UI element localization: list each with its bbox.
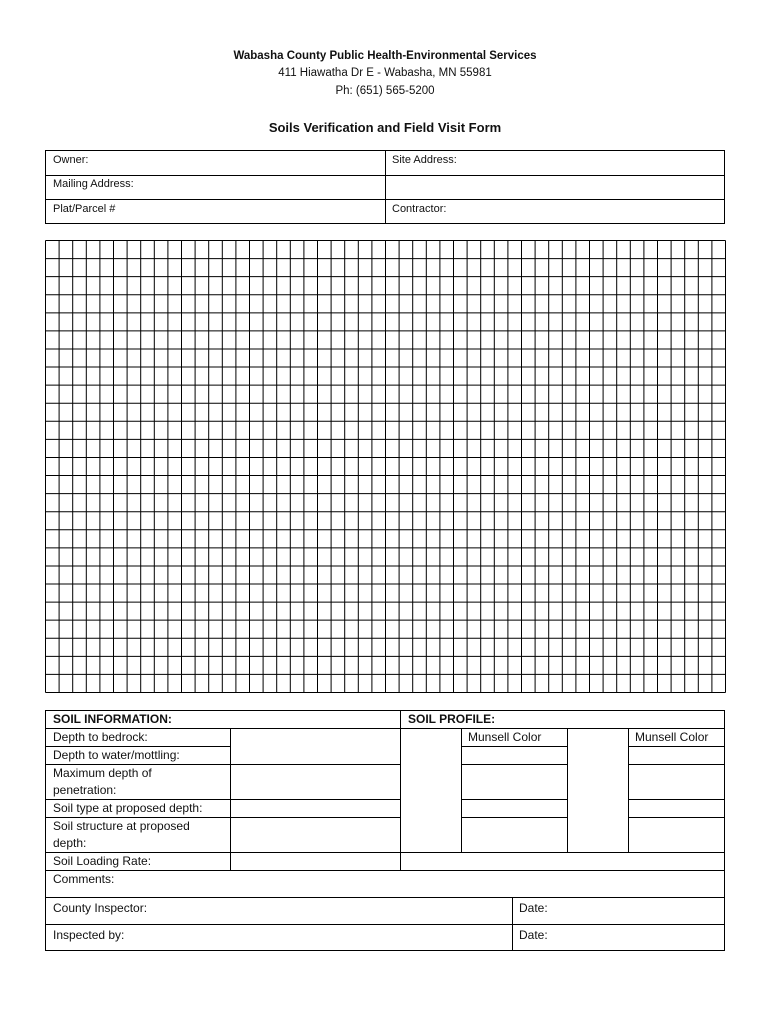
divider	[628, 746, 725, 747]
org-phone: Ph: (651) 565-5200	[335, 85, 435, 97]
inspected-by-field[interactable]: Inspected by:	[53, 928, 125, 942]
site-address-field[interactable]: Site Address:	[392, 154, 457, 166]
divider	[385, 150, 386, 224]
sketch-grid[interactable]	[45, 240, 726, 693]
soil-type-label: Soil type at proposed depth:	[53, 801, 203, 815]
plat-parcel-field[interactable]: Plat/Parcel #	[53, 203, 116, 215]
divider	[400, 710, 401, 870]
divider	[628, 799, 725, 800]
divider	[461, 799, 567, 800]
form-title: Soils Verification and Field Visit Form	[268, 120, 502, 135]
soil-info-heading: SOIL INFORMATION:	[53, 712, 172, 726]
divider	[628, 764, 725, 765]
divider	[461, 764, 567, 765]
divider	[45, 924, 725, 925]
date-field[interactable]: Date:	[519, 901, 548, 915]
mailing-address-field[interactable]: Mailing Address:	[53, 178, 134, 190]
divider	[45, 897, 725, 898]
org-name: Wabasha County Public Health-Environmental Services	[233, 50, 537, 62]
county-inspector-field[interactable]: County Inspector:	[53, 901, 148, 915]
divider	[461, 746, 567, 747]
depth-bedrock-label: Depth to bedrock:	[53, 730, 148, 744]
grid-lines	[46, 241, 726, 693]
divider	[461, 817, 567, 818]
depth-water-label: Depth to water/mottling:	[53, 748, 180, 762]
divider	[45, 870, 725, 871]
soil-structure-label-cont: depth:	[53, 836, 87, 850]
comments-field[interactable]: Comments:	[53, 872, 115, 886]
munsell-color-header: Munsell Color	[468, 730, 542, 744]
divider	[628, 817, 725, 818]
owner-field[interactable]: Owner:	[53, 154, 89, 166]
soil-structure-label: Soil structure at proposed	[53, 819, 190, 833]
munsell-color-header: Munsell Color	[635, 730, 709, 744]
contractor-field[interactable]: Contractor:	[392, 203, 447, 215]
loading-rate-label: Soil Loading Rate:	[53, 854, 152, 868]
divider	[512, 897, 513, 951]
divider	[230, 728, 231, 870]
max-depth-label: Maximum depth of	[53, 766, 152, 780]
date-field[interactable]: Date:	[519, 928, 548, 942]
soil-profile-heading: SOIL PROFILE:	[408, 712, 496, 726]
org-address: 411 Hiawatha Dr E - Wabasha, MN 55981	[278, 67, 492, 79]
divider	[567, 728, 568, 852]
max-depth-label-cont: penetration:	[53, 783, 117, 797]
